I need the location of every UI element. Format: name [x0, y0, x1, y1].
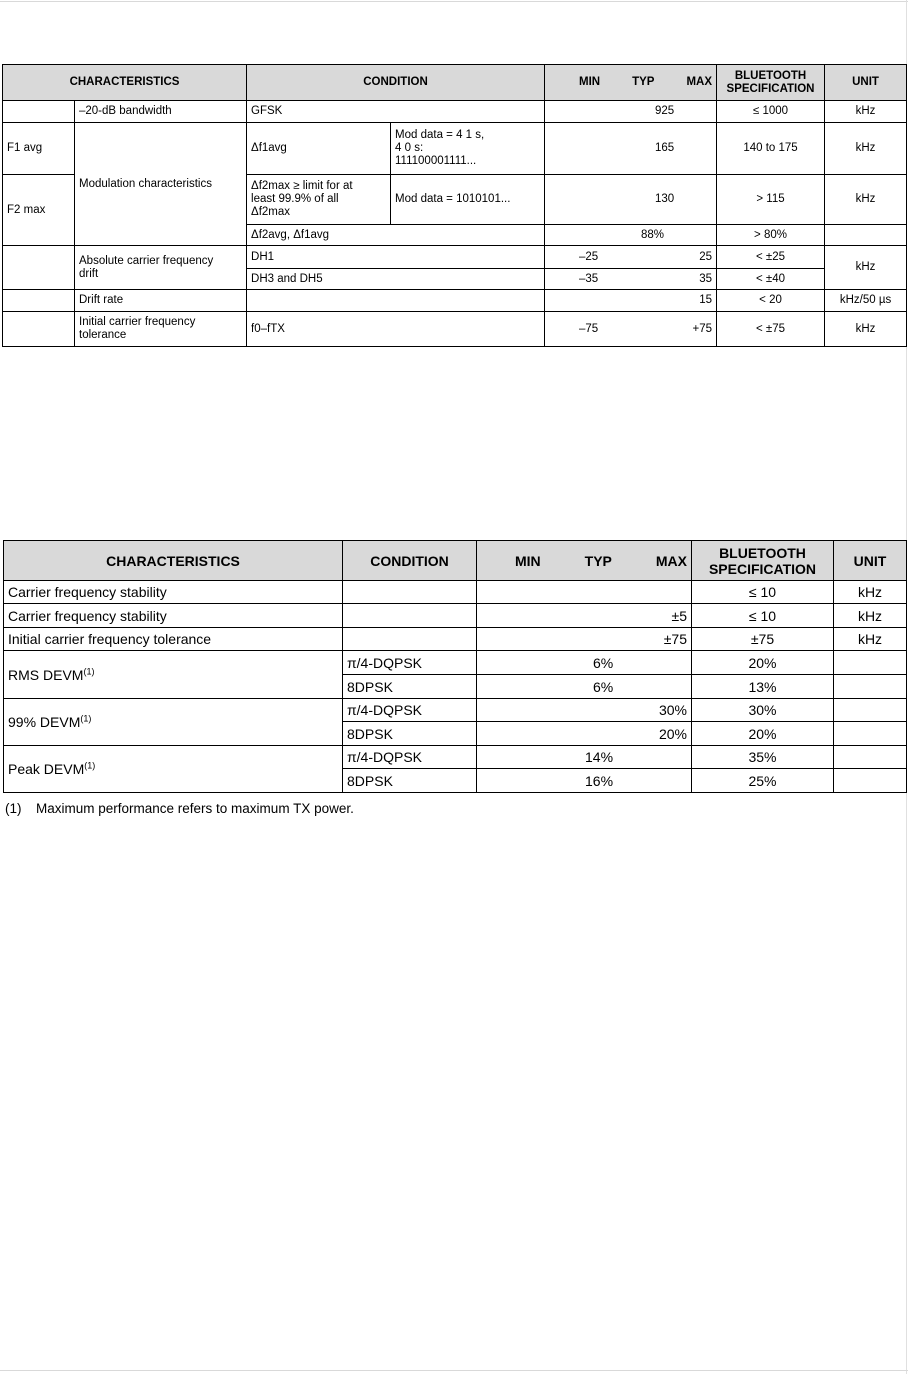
header-characteristics: CHARACTERISTICS: [3, 65, 247, 101]
table-row: [4, 651, 907, 675]
spec-value: ≤ 10: [692, 604, 834, 628]
table-row: [4, 604, 907, 628]
footnote-ref: (1): [83, 665, 95, 676]
typ-value: 6%: [593, 654, 614, 671]
header-bt-spec: BLUETOOTH SPECIFICATION: [692, 541, 834, 581]
spec-value: 30%: [692, 699, 834, 722]
header-min: MIN: [579, 76, 601, 88]
table1-header-row: [3, 65, 907, 101]
row-condition: DH1: [247, 246, 545, 269]
row-label: Initial carrier frequency tolerance: [75, 312, 247, 347]
row-condition: π/4-DQPSK: [343, 651, 477, 675]
row-condition: 8DPSK: [343, 769, 477, 793]
header-unit: UNIT: [825, 65, 907, 101]
modulation-characteristics-table: [2, 64, 907, 347]
spec-value: > 115: [717, 175, 825, 225]
row-condition: GFSK: [247, 101, 545, 123]
min-value: –35: [579, 272, 599, 285]
row-label: Absolute carrier frequency drift: [75, 246, 247, 290]
spec-value: > 80%: [717, 225, 825, 246]
footnote-text: Maximum performance refers to maximum TX power.: [36, 801, 354, 816]
spec-value: < ±40: [717, 269, 825, 290]
header-min-typ-max: [545, 65, 717, 101]
header-max: MAX: [686, 76, 713, 88]
header-unit: UNIT: [834, 541, 907, 581]
row-condition: π/4-DQPSK: [343, 746, 477, 769]
typ-value: 165: [655, 142, 675, 154]
row-condition: f0–fTX: [247, 312, 545, 347]
header-min-typ-max: [477, 541, 692, 581]
row-label: Peak DEVM$^{(1)}$: [4, 746, 343, 793]
header-condition: CONDITION: [343, 541, 477, 581]
spec-value: 13%: [692, 675, 834, 699]
footnote-ref: (1): [84, 760, 96, 771]
footnote-ref: (1): [80, 713, 92, 724]
row-condition: π/4-DQPSK: [343, 699, 477, 722]
min-value: –75: [579, 322, 599, 335]
table-row: [4, 699, 907, 722]
header-min: MIN: [515, 552, 541, 569]
header-typ: TYP: [584, 552, 612, 569]
header-condition: CONDITION: [247, 65, 545, 101]
spec-value: 20%: [692, 722, 834, 746]
row-label: Initial carrier frequency tolerance: [4, 628, 343, 651]
row-label: Modulation characteristics: [75, 123, 247, 246]
table-footnote: [5, 801, 354, 816]
row-label: Carrier frequency stability: [4, 581, 343, 604]
spec-value: 25%: [692, 769, 834, 793]
table-row: [3, 312, 907, 347]
row-label: Carrier frequency stability: [4, 604, 343, 628]
row-label: 99% DEVM$^{(1)}$: [4, 699, 343, 746]
footnote-number: (1): [5, 801, 22, 816]
row-condition: Δf2avg, Δf1avg: [247, 225, 545, 246]
table-row: [3, 101, 907, 123]
max-value: 35: [699, 272, 713, 285]
max-value: 25: [699, 250, 713, 263]
row-condition-detail: Mod data = 1010101...: [391, 175, 545, 225]
header-bt-spec: BLUETOOTH SPECIFICATION: [717, 65, 825, 101]
max-value: +75: [692, 322, 713, 335]
table-row: [4, 628, 907, 651]
typ-value: 16%: [585, 772, 614, 789]
unit-value: kHz: [825, 123, 907, 175]
table-row: [3, 290, 907, 312]
row-condition: Δf1avg: [247, 123, 391, 175]
table-row: [3, 123, 907, 175]
table2-header-row: [4, 541, 907, 581]
table-row: [4, 581, 907, 604]
unit-value: kHz: [825, 246, 907, 290]
spec-value: ≤ 1000: [717, 101, 825, 123]
unit-value: kHz: [834, 628, 907, 651]
max-value: 20%: [477, 722, 692, 746]
max-value: ±5: [477, 604, 692, 628]
spec-value: 140 to 175: [717, 123, 825, 175]
row-label: –20-dB bandwidth: [75, 101, 247, 123]
min-value: –25: [579, 250, 599, 263]
max-value: ±75: [477, 628, 692, 651]
spec-value: < ±25: [717, 246, 825, 269]
unit-value: kHz: [825, 101, 907, 123]
unit-value: kHz: [834, 604, 907, 628]
spec-value: < ±75: [717, 312, 825, 347]
spec-value: < 20: [717, 290, 825, 312]
row-label: Drift rate: [75, 290, 247, 312]
row-condition-detail: Mod data = 4 1 s, 4 0 s: 111100001111...: [391, 123, 545, 175]
devm-characteristics-table: [3, 540, 907, 793]
table-row: [3, 246, 907, 269]
max-value: 15: [545, 290, 717, 312]
unit-value: kHz: [825, 175, 907, 225]
row-condition: 8DPSK: [343, 722, 477, 746]
header-characteristics: CHARACTERISTICS: [4, 541, 343, 581]
spec-value: ≤ 10: [692, 581, 834, 604]
row-symbol: F1 avg: [3, 123, 75, 175]
row-symbol: F2 max: [3, 175, 75, 246]
typ-value: 925: [655, 105, 675, 117]
typ-value: 14%: [585, 749, 614, 765]
typ-value: 6%: [593, 678, 614, 695]
header-max: MAX: [655, 552, 687, 569]
row-condition: 8DPSK: [343, 675, 477, 699]
typ-value: 130: [655, 193, 675, 205]
spec-value: ±75: [692, 628, 834, 651]
table-row: [4, 746, 907, 769]
header-typ: TYP: [632, 76, 655, 88]
row-condition: Δf2max ≥ limit for at least 99.9% of all Δf2max: [247, 175, 391, 225]
unit-value: kHz: [834, 581, 907, 604]
typ-value: 88%: [641, 228, 665, 241]
page-top-rule: [0, 1, 908, 2]
page-bottom-rule: [0, 1370, 908, 1371]
spec-value: 35%: [692, 746, 834, 769]
row-label: RMS DEVM$^{(1)}$: [4, 651, 343, 699]
unit-value: kHz: [825, 312, 907, 347]
spec-value: 20%: [692, 651, 834, 675]
unit-value: kHz/50 µs: [825, 290, 907, 312]
row-condition: DH3 and DH5: [247, 269, 545, 290]
max-value: 30%: [477, 699, 692, 722]
